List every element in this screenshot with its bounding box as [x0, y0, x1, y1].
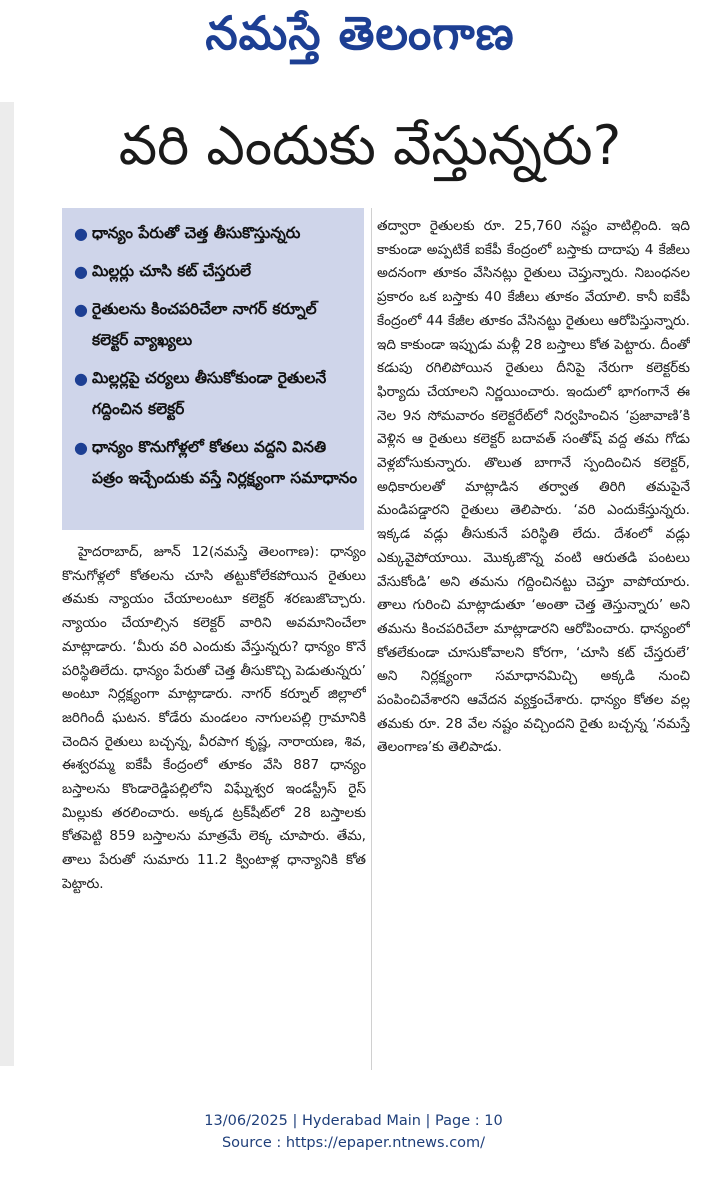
summary-point: ● ధాన్యం పేరుతో చెత్త తీసుకొస్తున్నరు — [72, 218, 358, 249]
summary-point: ● మిల్లర్లు చూసి కట్ చేస్తరులే — [72, 256, 358, 287]
article-column-right — [377, 215, 690, 1071]
bullet-icon: ● — [74, 224, 88, 243]
article-headline — [50, 110, 690, 194]
footer-edition-line: 13/06/2025 | Hyderabad Main | Page : 10 — [204, 1113, 503, 1129]
footer-source-line: Source : https://epaper.ntnews.com/ — [221, 1135, 486, 1151]
masthead-title: నమస్తే తెలంగాణ — [205, 6, 515, 60]
article-paragraph: తద్వారా రైతులకు రూ. 25,760 నష్టం వాటిల్లింది. ఇది కాకుండా అప్పటికే ఐకేపీ కేంద్రంలో బస్తాకు దాదాపు 4 కేజీలు అదనంగా తూకం వేసినట్లు రైతులు చెప్తున్నారు. నిబంధనల ప్రకారం ఒక బస్తాకు 40 కేజీలు తూకం వేయాలి. కానీ ఐకేపీ కేంద్రంలో 44 కేజీల తూకం వేసినట్టు రైతులు ఆరోపిస్తున్నారు. ఇది కాకుండా ఇప్పుడు మళ్లీ 28 బస్తాలు కోత పెట్టారు. దీంతో కడుపు రగిలిపోయిన రైతులు దీనిపై నేరుగా కలెక్టర్‌కు ఫిర్యాదు చేయాలని నిర్ణయించారు. ఇందులో భాగంగానే ఈ నెల 9న సోమవారం కలెక్టరేట్‌లో నిర్వహించిన ‘ప్రజావాణి’కి వెళ్లిన ఆ రైతులు కలెక్టర్ బదావత్ సంతోష్ వద్ద తమ గోడు వెళ్లబోసుకున్నారు. తొలుత బాగానే స్పందించిన కలెక్టర్, అధికారులతో మాట్లాడిన తర్వాత తిరిగి తమపైనే మండిపడ్డారని రైతులు తెలిపారు. ‘వరి ఎందుకేస్తున్నరు. ఇక్కడ వడ్లు తీసుకునే పరిస్థితి లేదు. దేశంలో వడ్లు ఎక్కువైపోయాయి. మొక్కజొన్న వంటి ఆరుతడి పంటలు వేసుకోండి’ అని తమను గద్దించినట్టు చెప్తూ వాపోయారు. తాలు గురించి మాట్లాడుతూ ‘అంతా చెత్త తెస్తున్నారు’ అని తమను కించపరిచేలా మాట్లాడారని ఆరోపించారు. ధాన్యంలో కోతలేకుండా చూసుకోవాలని కోరగా, ‘చూసి కట్ చేస్తరులే’ అని నిర్లక్ష్యంగా సమాధానమిచ్చి అక్కడి నుంచి పంపించివేశారని ఆవేదన వ్యక్తంచేశారు. ధాన్యం కోతల వల్ల తమకు రూ. 28 వేల నష్టం వచ్చిందని రైతు బచ్చన్న ‘నమస్తే తెలంగాణ’కు తెలిపాడు. — [377, 218, 690, 756]
summary-point: ● రైతులను కించపరిచేలా నాగర్ కర్నూల్ కలెక్టర్ వ్యాఖ్యలు — [72, 294, 358, 356]
bullet-icon: ● — [74, 262, 88, 281]
bullet-icon: ● — [74, 438, 88, 457]
column-divider — [371, 208, 372, 1070]
article-column-left — [62, 541, 366, 1071]
bullet-icon: ● — [74, 300, 88, 319]
newspaper-masthead — [150, 8, 570, 70]
summary-point: ● ధాన్యం కొనుగోళ్లలో కోతలు వద్దని వినతి పత్రం ఇచ్చేందుకు వస్తే నిర్లక్ష్యంగా సమాధానం — [72, 432, 358, 494]
headline-text: వరి ఎందుకు వేస్తున్నరు? — [118, 113, 622, 177]
page-footer — [0, 1110, 707, 1154]
article-paragraph: హైదరాబాద్, జూన్ 12(నమస్తే తెలంగాణ): ధాన్యం కొనుగోళ్లలో కోతలను చూసి తట్టుకోలేకపోయిన రైతులు తమకు న్యాయం చేయాలంటూ కలెక్టర్ శరణుజొచ్చారు. న్యాయం చేయాల్సిన కలెక్టర్ వారిని అవమానించేలా మాట్లాడారు. ‘మీరు వరి ఎందుకు వేస్తున్నరు? ధాన్యం కొనే పరిస్థితిలేదు. ధాన్యం పేరుతో చెత్త తీసుకొచ్చి పెడుతున్నరు’ అంటూ నిర్లక్ష్యంగా మాట్లాడారు. నాగర్ కర్నూల్ జిల్లాలో జరిగిందీ ఘటన. కోడేరు మండలం నాగులపల్లి గ్రామానికి చెందిన రైతులు బచ్చన్న, వీరపాగ కృష్ణ, నారాయణ, శివ, ఈశ్వరమ్మ ఐకేపీ కేంద్రంలో తూకం వేసి 887 ధాన్యం బస్తాలను కొండారెడ్డిపల్లిలోని విఘ్నేశ్వర ఇండస్ట్రీస్ రైస్ మిల్లుకు తరలించారు. అక్కడ ట్రక్‌షీట్‌లో 28 బస్తాలకు కోతపెట్టి 859 బస్తాలను మాత్రమే లెక్క చూపారు. తేమ, తాలు పేరుతో సుమారు 11.2 క్వింటాళ్ల ధాన్యానికి కోత పెట్టారు. — [62, 544, 366, 892]
summary-box — [62, 208, 364, 530]
summary-list — [72, 218, 358, 494]
summary-point: ● మిల్లర్లపై చర్యలు తీసుకోకుండా రైతులనే గద్దించిన కలెక్టర్ — [72, 363, 358, 425]
page-edge-strip — [0, 102, 14, 1066]
bullet-icon: ● — [74, 369, 88, 388]
